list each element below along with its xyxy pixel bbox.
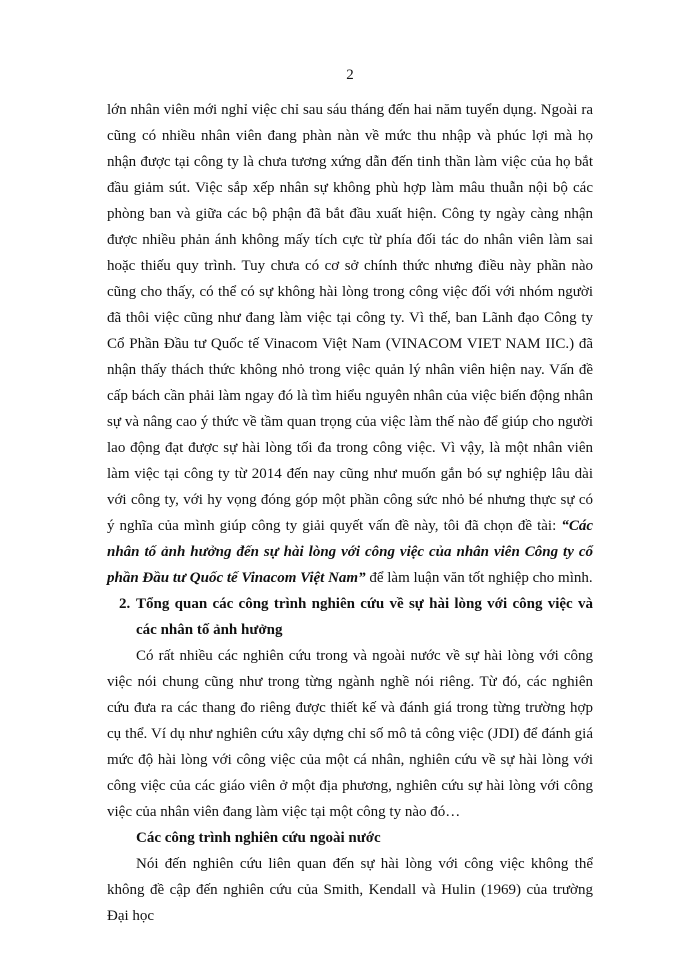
paragraph-overview: Có rất nhiều các nghiên cứu trong và ngoài nước về sự hài lòng với công việc nói chung cũng như trong từng ngành nghề nói riêng. Từ đó, các nghiên cứu đưa ra các thang đo riêng được thiết kế và đánh giá trong từng trường hợp cụ thể. Ví dụ như nghiên cứu xây dựng chỉ số mô tả công việc (JDI) để đánh giá mức độ hài lòng với công việc của một cá nhân, nghiên cứu về sự hài lòng với công việc của các giáo viên ở một địa phương, nghiên cứu sự hài lòng với công việc của nhân viên đang làm việc tại một công ty nào đó… [107,648,593,820]
section-number: 2. [119,596,131,612]
paragraph-intro-continuation [107,97,593,591]
document-body [107,97,593,929]
thesis-title: “Các nhân tố ảnh hưởng đến sự hài lòng với công việc của nhân viên Công ty cổ phần Đầu tư Quốc tế Vinacom Việt Nam” [107,518,593,586]
paragraph-text: lớn nhân viên mới nghỉ việc chỉ sau sáu tháng đến hai năm tuyển dụng. Ngoài ra cũng có nhiều nhân viên đang phàn nàn về mức thu nhập và phúc lợi mà họ nhận được tại công ty là chưa tương xứng dẫn đến tinh thần làm việc của họ bắt đầu giảm sút. Việc sắp xếp nhân sự không phù hợp làm mâu thuẫn nội bộ các phòng ban và giữa các bộ phận đã bắt đầu xuất hiện. Công ty ngày càng nhận được nhiều phản ánh không mấy tích cực từ phía đối tác do nhân viên làm sai hoặc thiếu quy trình. Tuy chưa có cơ sở chính thức nhưng điều này phần nào cũng cho thấy, có thể có sự không hài lòng trong công việc đối với nhóm người đã thôi việc cũng như đang làm việc tại công ty. Vì thế, ban Lãnh đạo Công ty Cổ Phần Đầu tư Quốc tế Vinacom Việt Nam (VINACOM VIET NAM IIC.) đã nhận thấy thách thức không nhỏ trong việc quản lý nhân viên hiện nay. Vấn đề cấp bách cần phải làm ngay đó là tìm hiểu nguyên nhân của việc biến động nhân sự và nâng cao ý thức về tầm quan trọng của việc làm thế nào để giúp cho người lao động đạt được sự hài lòng tối đa trong công việc. Vì vậy, là một nhân viên làm việc tại công ty từ 2014 đến nay cũng như muốn gắn bó sự nghiệp lâu dài với công ty, với hy vọng đóng góp một phần công sức nhỏ bé nhưng thực sự có ý nghĩa của mình giúp công ty giải quyết vấn đề này, tôi đã chọn đề tài: [107,102,593,534]
paragraph-text-end: để làm luận văn tốt nghiệp cho mình. [365,570,593,586]
paragraph-foreign-research: Nói đến nghiên cứu liên quan đến sự hài lòng với công việc không thể không đề cập đến nghiên cứu của Smith, Kendall và Hulin (1969) của trường Đại học [107,856,593,924]
page-number: 2 [346,67,354,83]
section-heading [107,591,593,643]
section-title: Tổng quan các công trình nghiên cứu về sự hài lòng với công việc và các nhân tố ảnh hưởng [136,596,593,638]
subsection-heading: Các công trình nghiên cứu ngoài nước [136,830,381,846]
